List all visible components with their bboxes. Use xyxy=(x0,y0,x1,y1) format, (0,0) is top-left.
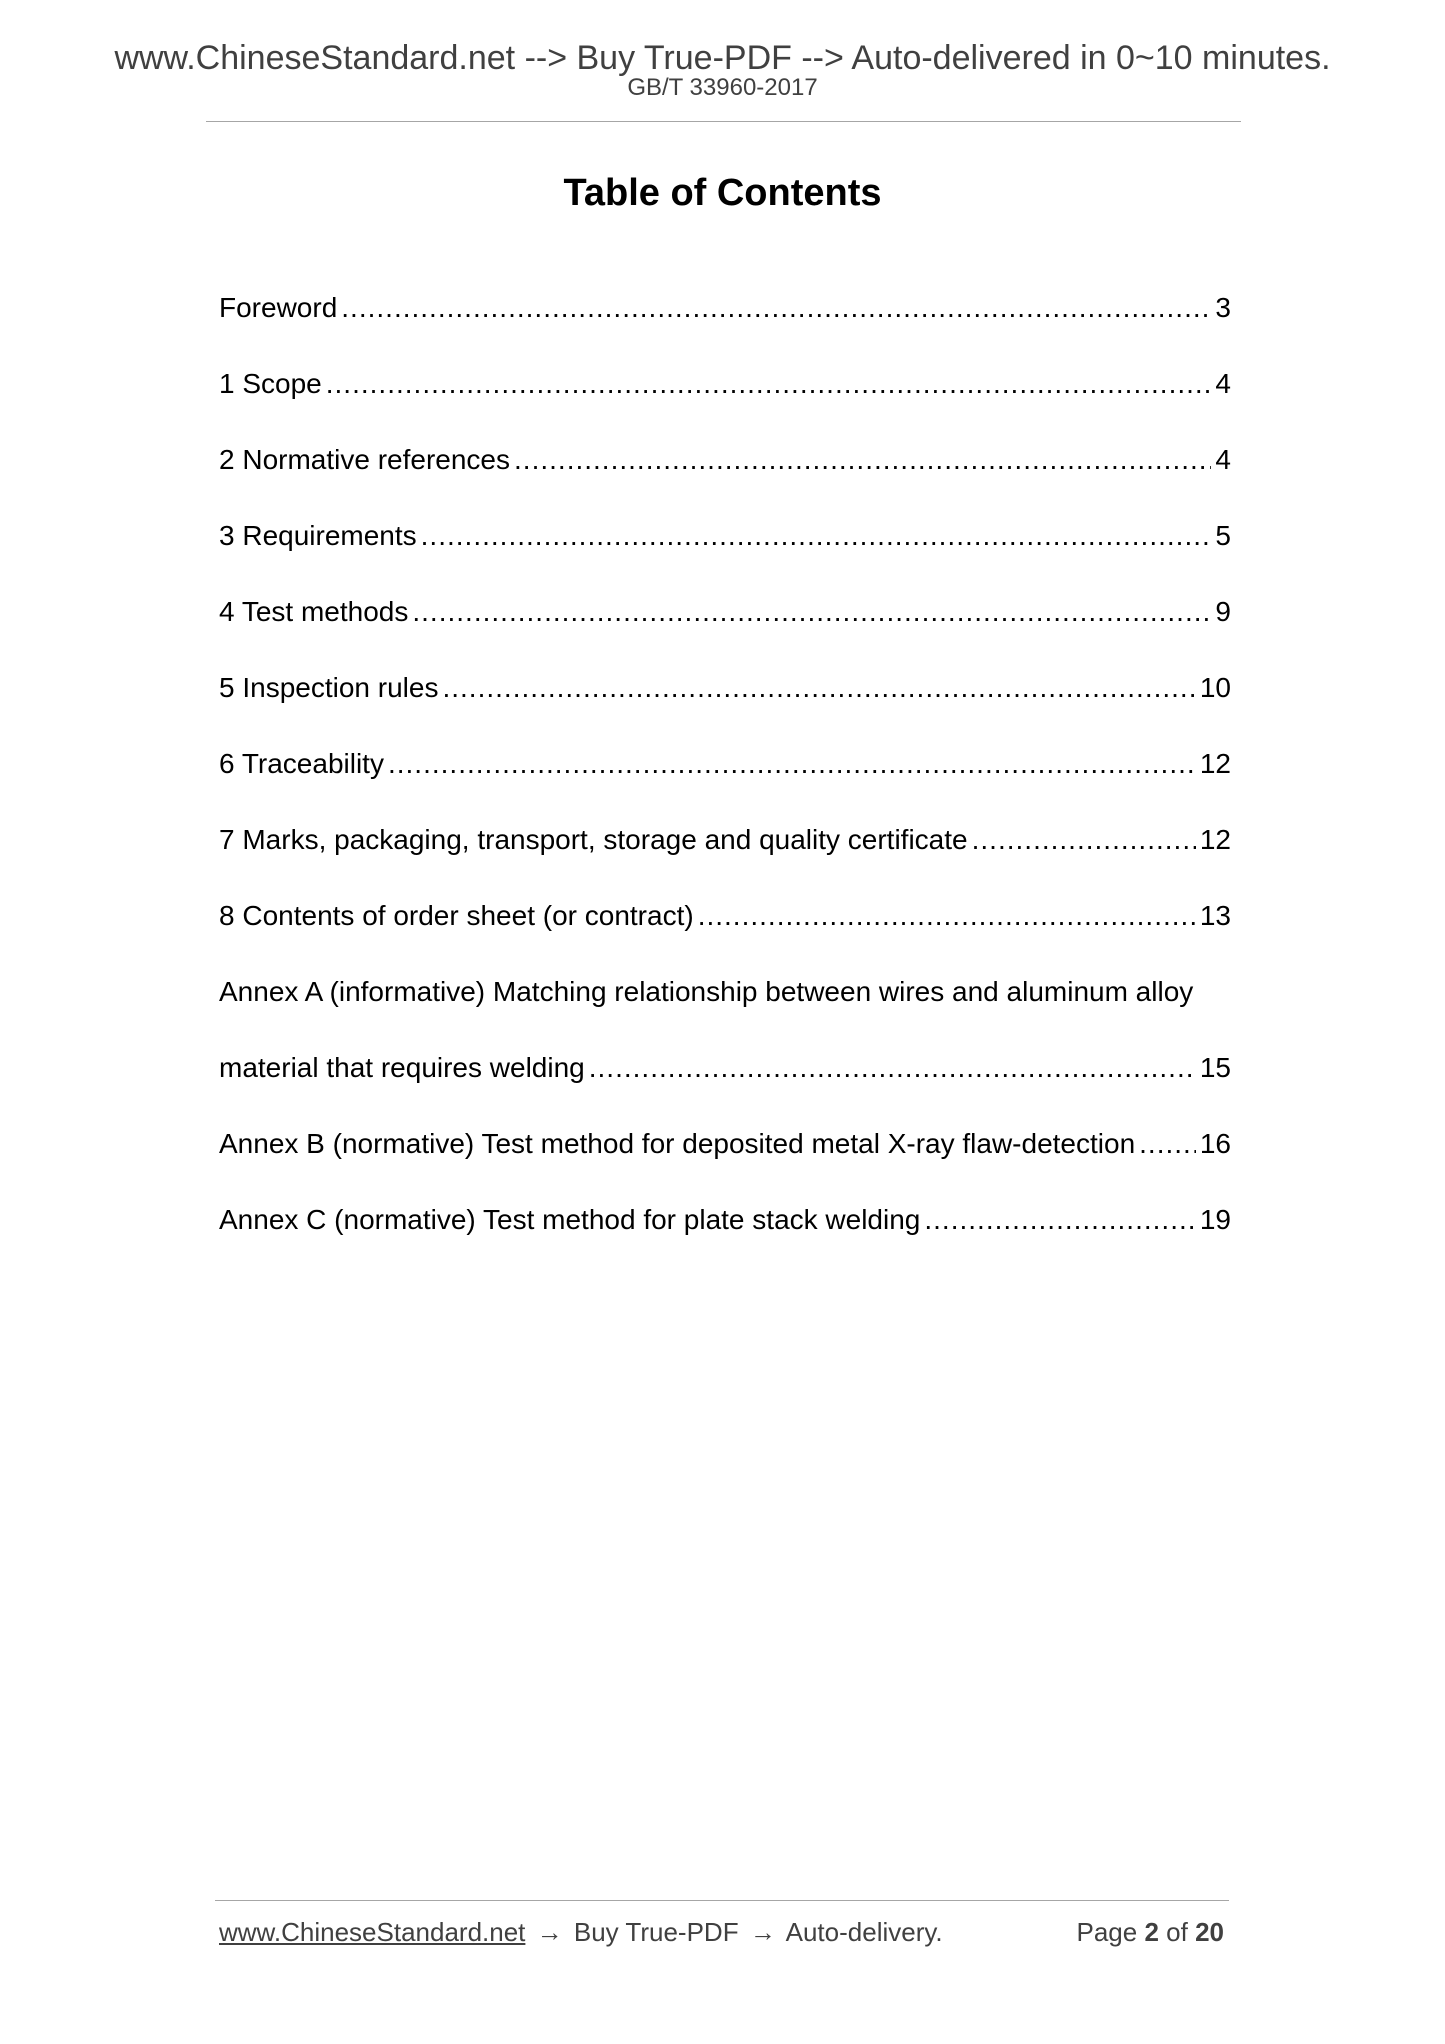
dot-leader xyxy=(412,588,1211,636)
toc-entry-label: 2 Normative references xyxy=(219,444,511,475)
toc-entry-annex-a[interactable] xyxy=(219,968,1231,1044)
toc-page-number: 16 xyxy=(1199,1128,1231,1159)
toc-entry-label: 4 Test methods xyxy=(219,596,409,627)
toc-entry-label: 6 Traceability xyxy=(219,748,384,779)
toc-entry-order-sheet[interactable] xyxy=(219,892,1231,968)
site-banner: www.ChineseStandard.net --> Buy True-PDF --> Auto-delivered in 0~10 minutes. xyxy=(114,39,1331,77)
toc-entry-label: Foreword xyxy=(219,292,338,323)
arrow-right-icon: → xyxy=(536,1917,563,1947)
buy-true-pdf-text: Buy True-PDF xyxy=(573,1917,739,1947)
toc-entry-requirements[interactable] xyxy=(219,512,1231,588)
toc-entry-normative-references[interactable] xyxy=(219,436,1231,512)
toc-entry-test-methods[interactable] xyxy=(219,588,1231,664)
dot-leader xyxy=(442,664,1195,712)
toc-entry-marks-packaging[interactable] xyxy=(219,816,1231,892)
dot-leader xyxy=(1139,1120,1196,1168)
toc-page-number: 5 xyxy=(1215,520,1231,551)
page-indicator xyxy=(1076,1915,1224,1949)
toc-entry-scope[interactable] xyxy=(219,360,1231,436)
of-word: of xyxy=(1166,1917,1188,1947)
toc-entry-label: Annex C (normative) Test method for plate stack welding xyxy=(219,1204,921,1235)
toc-entry-annex-c[interactable] xyxy=(219,1196,1231,1272)
dot-leader xyxy=(341,284,1211,332)
dot-leader xyxy=(514,436,1211,484)
current-page-number: 2 xyxy=(1144,1917,1159,1947)
toc-page-number: 12 xyxy=(1199,824,1231,855)
toc-entry-annex-b[interactable] xyxy=(219,1120,1231,1196)
toc-page-number: 10 xyxy=(1199,672,1231,703)
page-title: Table of Contents xyxy=(563,172,882,214)
dot-leader xyxy=(421,512,1212,560)
standard-code: GB/T 33960-2017 xyxy=(627,74,818,101)
toc-entry-label-continuation: material that requires welding xyxy=(219,1052,585,1083)
toc-page-number: 13 xyxy=(1199,900,1231,931)
toc-entry-label: Annex B (normative) Test method for deposited metal X-ray flaw-detection xyxy=(219,1128,1136,1159)
total-pages-number: 20 xyxy=(1195,1917,1224,1947)
auto-delivery-text: Auto-delivery. xyxy=(785,1917,943,1947)
dot-leader xyxy=(388,740,1196,788)
toc-entry-inspection-rules[interactable] xyxy=(219,664,1231,740)
toc-page-number: 9 xyxy=(1215,596,1231,627)
toc-page-number: 19 xyxy=(1199,1204,1231,1235)
toc-entry-label: 5 Inspection rules xyxy=(219,672,439,703)
toc-entry-label: Annex A (informative) Matching relationship between wires and aluminum alloy xyxy=(219,976,1194,1007)
footer-links xyxy=(219,1915,943,1949)
page-word: Page xyxy=(1076,1917,1138,1947)
toc-page-number: 4 xyxy=(1215,368,1231,399)
page-footer xyxy=(219,1915,1224,1949)
dot-leader xyxy=(924,1196,1195,1244)
toc-entry-label: 8 Contents of order sheet (or contract) xyxy=(219,900,694,931)
dot-leader xyxy=(326,360,1212,408)
toc-page-number: 4 xyxy=(1215,444,1231,475)
table-of-contents xyxy=(219,284,1231,1272)
footer-divider xyxy=(215,1900,1229,1901)
toc-entry-foreword[interactable] xyxy=(219,284,1231,360)
dot-leader xyxy=(589,1044,1196,1092)
toc-entry-label: 3 Requirements xyxy=(219,520,417,551)
toc-entry-annex-a-continuation[interactable] xyxy=(219,1044,1231,1120)
site-link[interactable]: www.ChineseStandard.net xyxy=(219,1917,526,1947)
toc-entry-traceability[interactable] xyxy=(219,740,1231,816)
toc-page-number: 15 xyxy=(1199,1052,1231,1083)
dot-leader xyxy=(972,816,1196,864)
arrow-right-icon: → xyxy=(749,1917,776,1947)
toc-page-number: 12 xyxy=(1199,748,1231,779)
toc-entry-label: 1 Scope xyxy=(219,368,322,399)
toc-page-number: 3 xyxy=(1215,292,1231,323)
dot-leader xyxy=(698,892,1196,940)
header-divider xyxy=(206,121,1241,122)
toc-entry-label: 7 Marks, packaging, transport, storage and quality certificate xyxy=(219,824,968,855)
